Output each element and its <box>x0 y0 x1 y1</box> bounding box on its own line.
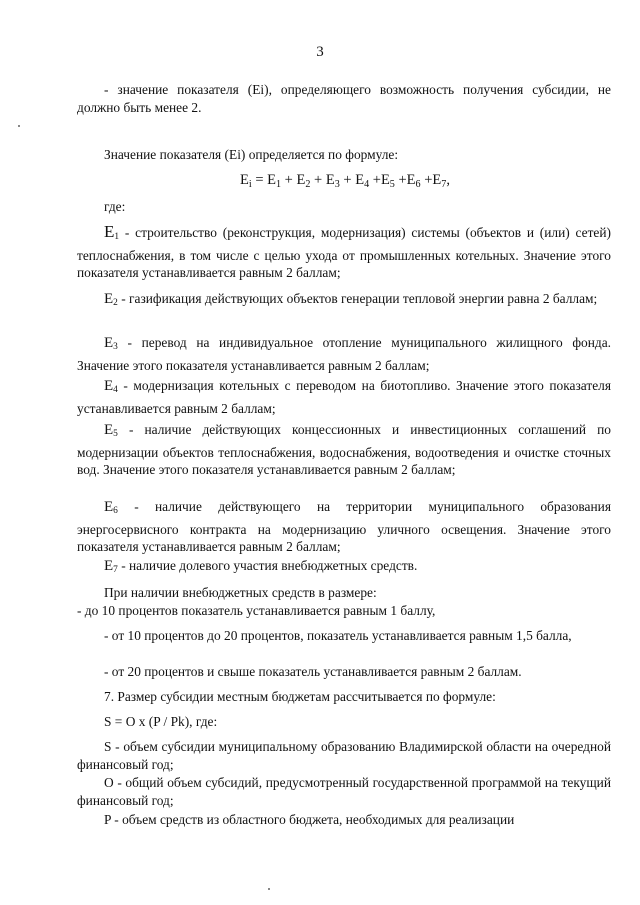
where-label: где: <box>104 199 126 214</box>
paragraph-ei-limit: - значение показателя (Ei), определяющего возможность получения субсидии, не должно быть менее 2. <box>77 82 611 115</box>
extra-funds-tier-1: - до 10 процентов показатель устанавливается равным 1 баллу, <box>77 603 436 618</box>
term-e2: $E_2$ - газификация действующих объектов генерации тепловой энергии равна 2 баллам; <box>104 291 598 308</box>
definition-s: S - объем субсидии муниципальному образованию Владимирской области на очередной финансовый год; <box>77 739 611 772</box>
page-number: 3 <box>316 44 324 60</box>
term-e1: $E_1$ - строительство (реконструкция, модернизация) системы (объектов и (или) сетей) теплоснабжения, в том числе с целью ухода от промышленных котельных. Значение этого показателя устанавливается равным 2 баллам; <box>77 222 611 280</box>
ei-formula: $E_i = E_1 + E_2 + E_3 + E_4 +E_5 +E_6 +E_7$, <box>240 172 450 190</box>
definition-p: P - объем средств из областного бюджета, необходимых для реализации <box>104 812 515 827</box>
item-7-heading: 7. Размер субсидии местным бюджетам рассчитывается по формуле: <box>104 689 496 704</box>
term-e7: $E_7$ - наличие долевого участия внебюджетных средств. <box>104 558 418 575</box>
term-e3: $E_3$ - перевод на индивидуальное отопление муниципального жилищного фонда. Значение этого показателя устанавливается равным 2 баллам; <box>77 335 611 373</box>
extra-funds-intro: При наличии внебюджетных средств в размере: <box>104 585 377 600</box>
extra-funds-tier-2: - от 10 процентов до 20 процентов, показатель устанавливается равным 1,5 балла, <box>104 628 572 643</box>
extra-funds-tier-3: - от 20 процентов и свыше показатель устанавливается равным 2 баллам. <box>104 664 522 679</box>
term-e6: $E_6$ - наличие действующего на территории муниципального образования энергосервисного контракта на модернизацию уличного освещения. Значение этого показателя устанавливается равным 2 баллам; <box>77 499 611 554</box>
scan-speck <box>18 125 20 127</box>
scan-speck <box>268 888 270 890</box>
term-e4: $E_4$ - модернизация котельных с переводом на биотопливо. Значение этого показателя устанавливается равным 2 баллам; <box>77 378 611 416</box>
term-e5: $E_5$ - наличие действующих концессионных и инвестиционных соглашений по модернизации объектов теплоснабжения, водоснабжения, водоотведения и очистке сточных вод. Значение этого показателя устанавливается равным 2 баллам; <box>77 422 611 477</box>
definition-o: O - общий объем субсидий, предусмотренный государственной программой на текущий финансовый год; <box>77 775 611 808</box>
subsidy-formula: S = O x (P / Pk), где: <box>104 714 218 729</box>
paragraph-ei-formula-intro: Значение показателя (Ei) определяется по формуле: <box>104 147 399 162</box>
